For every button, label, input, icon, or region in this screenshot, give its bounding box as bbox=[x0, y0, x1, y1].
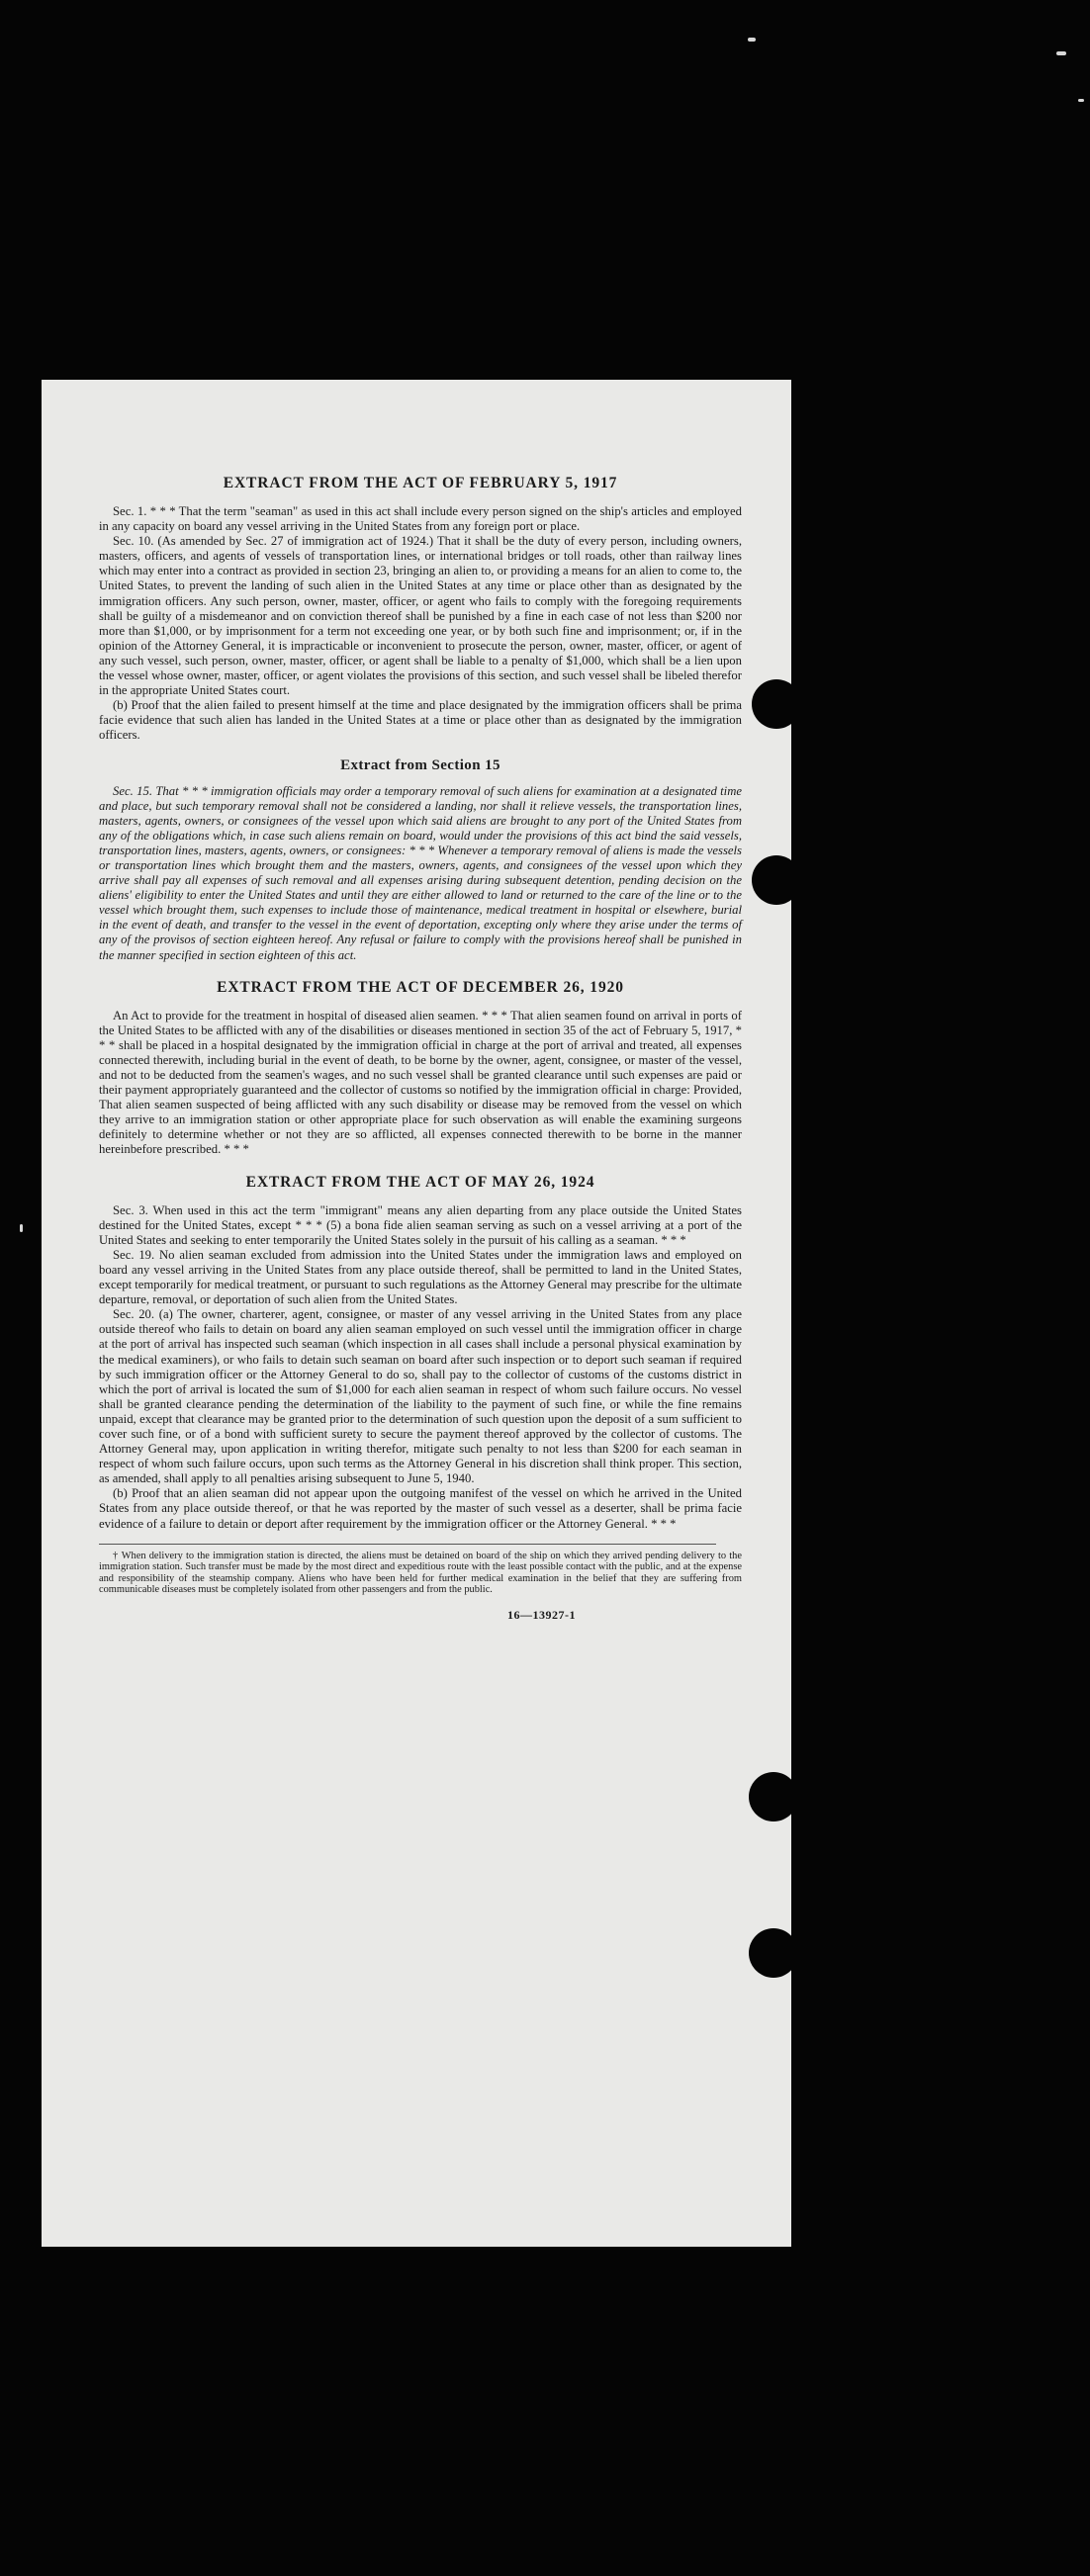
scan-speck bbox=[748, 38, 756, 42]
paragraph-1917-b: (b) Proof that the alien failed to present himself at the time and place designated by the immigration officers shall be prima facie evidence that such alien has landed in the United States at a time or place other than as designated by the immigration officers. bbox=[99, 698, 742, 743]
punch-hole bbox=[752, 855, 791, 905]
punch-hole bbox=[749, 1772, 791, 1821]
paragraph-1917-sec1: Sec. 1. * * * That the term "seaman" as used in this act shall include every person signed on the ship's articles and employed in any capacity on board any vessel arriving in the United States from any foreign port or place. bbox=[99, 504, 742, 534]
heading-act-1917: EXTRACT FROM THE ACT OF FEBRUARY 5, 1917 bbox=[223, 475, 618, 491]
scan-speck bbox=[20, 1224, 23, 1232]
heading-act-1920: EXTRACT FROM THE ACT OF DECEMBER 26, 1920 bbox=[217, 978, 624, 996]
footnote-divider bbox=[99, 1544, 716, 1545]
paragraph-1917-sec10: Sec. 10. (As amended by Sec. 27 of immigration act of 1924.) That it shall be the duty of every person, including owners, masters, officers, and agents of vessels of transportation lines, or international bridges or toll roads, other than railway lines which may enter into a contract as provided in section 23, bringing an alien to, or providing a means for an alien to come to, the United States, to prevent the landing of such alien in the United States at any time or place other than as designated by the immigration officers. Any such person, owner, master, officer, or agent who fails to comply with the foregoing requirements shall be guilty of a misdemeanor and on conviction thereof shall be punished by a fine in each case of not less than $200 nor more than $1,000, or by imprisonment for a term not exceeding one year, or by both such fine and imprisonment; or, if in the opinion of the Attorney General, it is impracticable or inconvenient to prosecute the person, owner, master, officer, or agent of any such vessel, such person, owner, master, officer, or agent shall be liable to a penalty of $1,000, which shall be a lien upon the vessel whose owner, master, officer, or agent violates the provisions of this section, and such vessel shall be libeled therefor in the appropriate United States court. bbox=[99, 534, 742, 698]
scan-speck bbox=[1078, 99, 1084, 102]
paragraph-1924-sec3: Sec. 3. When used in this act the term "immigrant" means any alien departing from any place outside the United States destined for the United States, except * * * (5) a bona fide alien seaman serving as such on a vessel arriving at a port of the United States and seeking to enter temporarily the United States solely in the pursuit of his calling as a seaman. * * * bbox=[99, 1202, 742, 1247]
punch-hole bbox=[749, 1928, 791, 1978]
paragraph-section-15: Sec. 15. That * * * immigration officials may order a temporary removal of such aliens for examination at a designated time and place, but such temporary removal shall not be considered a landing, nor shall it relieve vessels, the transportation lines, masters, agents, owners, or consignees of the vessel upon which said aliens are brought to any port of the United States from any of the obligations which, in case such aliens remain on board, would under the provisions of this act bind the said vessels, transportation lines, masters, agents, owners, or consignees: * * * Whenever a temporary removal of aliens is made the vessels or transportation lines which brought them and the masters, owners, agents, and consignees of the vessel upon which they arrive shall pay all expenses of such removal and all expenses arising during subsequent detention, pending decision on the aliens' eligibility to enter the United States and until they are either allowed to land or returned to the care of the line or to the vessel which brought them, such expenses to include those of maintenance, medical treatment in hospital or elsewhere, burial in the event of death, and transfer to the vessel in the event of deportation, excepting only where they arise under the terms of any of the provisos of section eighteen hereof. Any refusal or failure to comply with the provisions hereof shall be punished in the manner specified in section eighteen of this act. bbox=[99, 783, 742, 962]
footnote: † When delivery to the immigration station is directed, the aliens must be detained on board of the ship on which they arrived pending delivery to the immigration station. Such transfer must be made by the most direct and expeditious route with the least possible contact with the public, and at the expense and responsibility of the steamship company. Aliens who have been held for further medical examination in the belief that they are suffering from communicable diseases must be completely isolated from other passengers and from the public. bbox=[99, 1550, 742, 1596]
scanned-document-page bbox=[42, 380, 791, 2247]
heading-section-15: Extract from Section 15 bbox=[340, 756, 500, 773]
paragraph-1924-sec19: Sec. 19. No alien seaman excluded from admission into the United States under the immigration laws and employed on board any vessel arriving in the United States from any place outside thereof, shall be permitted to land in the United States, except temporarily for medical treatment, or pursuant to such regulations as the Attorney General may prescribe for the ultimate departure, removal, or deportation of such alien from the United States. bbox=[99, 1247, 743, 1307]
paragraph-1920: An Act to provide for the treatment in hospital of diseased alien seamen. * * * That alien seamen found on arrival in ports of the United States to be afflicted with any of the disabilities or diseases mentioned in section 35 of the act of February 5, 1917, * * * shall be placed in a hospital designated by the immigration official in charge at the port of arrival and treated, all expenses connected therewith, including burial in the event of death, to be borne by the owner, agent, consignee, or master of the vessel, and not to be deducted from the seamen's wages, and no such vessel shall be granted clearance until such expenses are paid or their payment appropriately guaranteed and the collector of customs so notified by the immigration official in charge: Provided, That alien seamen suspected of being afflicted with any such disability or disease may be removed from the vessel on which they arrive to an immigration station or other appropriate place for such observation as will enable the examining surgeons definitely to determine whether or not they are so afflicted, all expenses connected therewith to be borne in the manner hereinbefore prescribed. * * * bbox=[99, 1008, 742, 1157]
heading-act-1924: EXTRACT FROM THE ACT OF MAY 26, 1924 bbox=[245, 1173, 595, 1191]
scan-speck bbox=[1056, 51, 1066, 55]
punch-hole bbox=[752, 679, 791, 729]
form-number: 16—13927-1 bbox=[507, 1608, 576, 1622]
paragraph-1924-sec20b: (b) Proof that an alien seaman did not appear upon the outgoing manifest of the vessel on which he arrived in the United States from any place outside thereof, or that he was reported by the master of such vessel as a deserter, shall be prima facie evidence of a failure to detain or deport after requirement by the immigration officer or the Attorney General. * * * bbox=[99, 1486, 742, 1531]
paragraph-1924-sec20a: Sec. 20. (a) The owner, charterer, agent, consignee, or master of any vessel arriving in the United States from any place outside thereof who fails to detain on board any alien seaman employed on such vessel until the immigration officer in charge at the port of arrival has inspected such seaman (which inspection in all cases shall include a personal physical examination by the medical examiners), or who fails to detain such seaman on board after such inspection or to deport such seaman if required by such immigration officer or the Attorney General to do so, shall pay to the collector of customs of the customs district in which the port of arrival is located the sum of $1,000 for each alien seaman in respect of whom such failure occurs. No vessel shall be granted clearance pending the determination of the liability to the payment of such fine, or while the fine remains unpaid, except that clearance may be granted prior to the determination of such question upon the deposit of a sum sufficient to cover such fine, or of a bond with sufficient surety to secure the payment thereof approved by the collector of customs. The Attorney General may, upon application in writing therefor, mitigate such penalty to not less than $200 for each seaman in respect of whom such failure occurs, upon such terms as the Attorney General in his discretion shall think proper. This section, as amended, shall apply to all penalties arising subsequent to June 5, 1940. bbox=[99, 1307, 742, 1486]
